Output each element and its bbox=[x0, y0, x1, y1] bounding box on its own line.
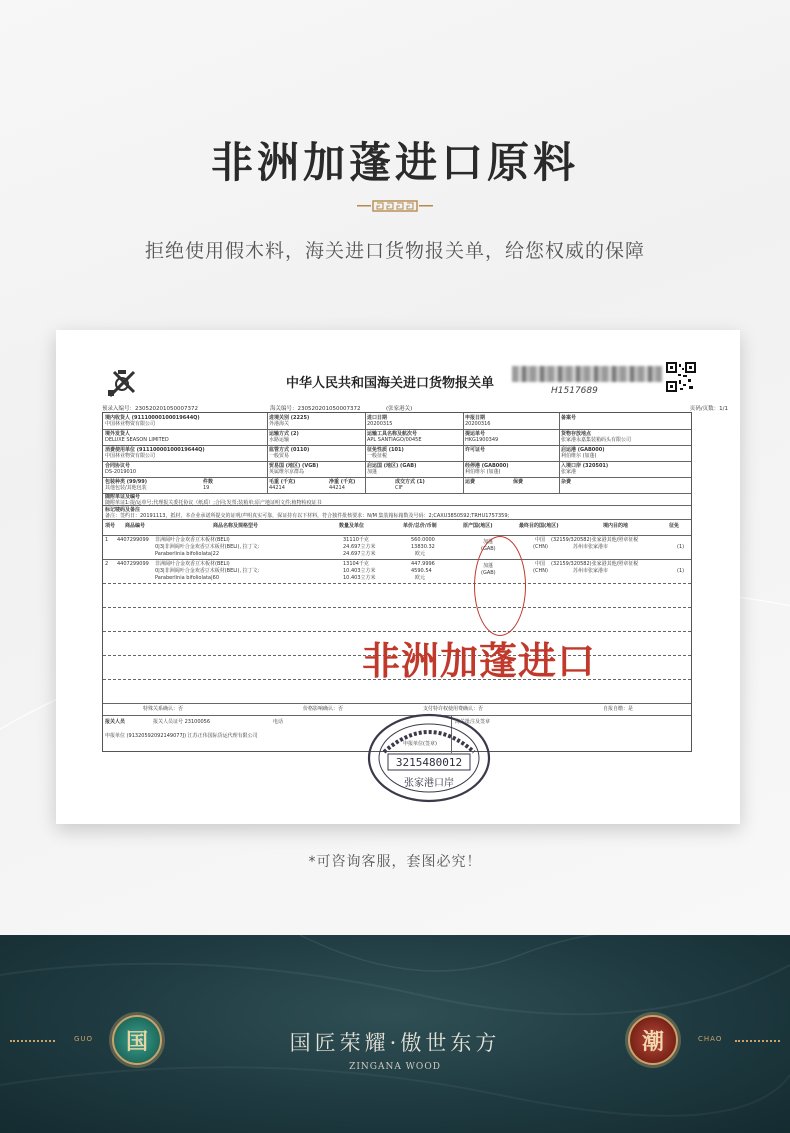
field-label: 许可证号 bbox=[465, 447, 486, 453]
seal-chao-icon bbox=[628, 1015, 678, 1065]
side-tag-left: GUO bbox=[74, 1035, 94, 1043]
item-header: 项号 bbox=[105, 523, 116, 529]
item-name: 非洲阔叶合金欢香豆木板材(BELI) bbox=[155, 561, 230, 567]
item-tax: (1) bbox=[677, 568, 685, 574]
field-label: 监管方式 (0110) bbox=[269, 447, 310, 453]
price-effect: 价格影响确认：否 bbox=[303, 706, 344, 712]
field-value: 中国林业物资有限公司 bbox=[105, 453, 156, 459]
field-label: 境内收货人 (91110000100019644Q) bbox=[105, 415, 200, 421]
item-qty: 10.403立方米 bbox=[343, 575, 376, 581]
self-report: 自报自缴：是 bbox=[603, 706, 634, 712]
item-domestic: 苏州市张家港市 bbox=[573, 544, 609, 550]
item-header: 征免 bbox=[669, 523, 680, 529]
caption: *可咨询客服，套图必究！ bbox=[308, 854, 482, 870]
qr-code-icon bbox=[666, 362, 696, 392]
document-title: 中华人民共和国海关进口货物报关单 bbox=[286, 376, 495, 391]
seal-right-char: 潮 bbox=[641, 1028, 664, 1055]
field-label: 启运国 (地区) (GAB) bbox=[367, 463, 417, 469]
field-label: 净重 (千克) bbox=[329, 479, 356, 485]
field-label: 进口日期 bbox=[367, 415, 388, 421]
item-spec: 0|3|非洲阔叶合金欢香豆木板材(BELI), 拉丁文: bbox=[155, 568, 260, 574]
field-label: 成交方式 (1) bbox=[395, 479, 425, 485]
side-tag-right: CHAO bbox=[698, 1035, 723, 1043]
field-value: 19 bbox=[203, 485, 210, 491]
field-value: HKG1900349 bbox=[465, 437, 499, 443]
item-spec: 0|3|非洲阔叶合金欢香豆木板材(BELI), 拉丁文: bbox=[155, 544, 260, 550]
ornament-divider-icon bbox=[357, 200, 433, 212]
item-name: 非洲阔叶合金欢香豆木板材(BELI) bbox=[155, 537, 230, 543]
field-label: 经停港 (GAB000) bbox=[465, 463, 509, 469]
field-value: DS-2019010 bbox=[105, 469, 137, 475]
field-label: 件数 bbox=[203, 479, 214, 485]
stamp-number: 3215480012 bbox=[395, 756, 463, 769]
page-title: 非洲加蓬进口原料 bbox=[210, 138, 579, 187]
pre-entry-number: 预录入编号：230520201050007372 bbox=[102, 406, 198, 412]
item-code: 4407299099 bbox=[117, 537, 149, 543]
field-label: 货物存放地点 bbox=[561, 431, 592, 437]
item-header: 原产国(地区) bbox=[463, 523, 493, 529]
field-label: 运输方式 (2) bbox=[269, 431, 299, 437]
item-no: 2 bbox=[105, 561, 109, 567]
item-dest-code: (CHN) bbox=[533, 568, 548, 574]
field-label: 申报日期 bbox=[465, 415, 486, 421]
marks-label: 标记唛码及备注 bbox=[105, 507, 141, 513]
field-label: 毛重 (千克) bbox=[269, 479, 296, 485]
item-header: 单价/总价/币制 bbox=[403, 523, 437, 529]
stamp-place: 张家港口岸 bbox=[404, 778, 454, 789]
customs-note: 海关批注及签章 bbox=[455, 719, 491, 725]
item-spec: Paraberlinia bifoliolata|60 bbox=[155, 575, 220, 581]
item-origin-code: (GAB) bbox=[481, 570, 496, 576]
field-value: 一般贸易 bbox=[269, 453, 290, 459]
item-qty: 31110千克 bbox=[343, 537, 369, 543]
seal-left-char: 国 bbox=[125, 1028, 148, 1055]
declarant-label: 报关人员 bbox=[105, 719, 126, 725]
customs-office: (张家港关) bbox=[386, 406, 413, 412]
field-label: 保费 bbox=[513, 479, 524, 485]
field-value: 20200316 bbox=[465, 421, 491, 427]
field-label: 征免性质 (101) bbox=[367, 447, 404, 453]
item-header: 商品名称及规格型号 bbox=[213, 523, 259, 529]
item-spec: Paraberlinia bifoliolata|22 bbox=[155, 551, 220, 557]
item-dest: 中国 bbox=[535, 537, 546, 543]
field-value: 中国林业物资有限公司 bbox=[105, 421, 156, 427]
field-value: 张家港 bbox=[561, 469, 577, 475]
field-value: 水路运输 bbox=[269, 437, 290, 443]
field-label: 境外发货人 bbox=[105, 431, 131, 437]
item-origin-code: (GAB) bbox=[481, 546, 496, 552]
field-label: 贸易国 (地区) (VGB) bbox=[269, 463, 319, 469]
item-origin: 加蓬 bbox=[483, 539, 494, 545]
customs-stamp-icon bbox=[366, 712, 492, 804]
field-label: 包装种类 (99/99) bbox=[105, 479, 148, 485]
item-currency: 欧元 bbox=[415, 551, 426, 557]
field-label: 进境关别 (2225) bbox=[269, 415, 310, 421]
item-dest: 中国 bbox=[535, 561, 546, 567]
item-price: 447.9996 bbox=[411, 561, 435, 567]
redacted-barcode bbox=[512, 366, 662, 382]
item-total: 13830.32 bbox=[411, 544, 435, 550]
item-qty: 10.403立方米 bbox=[343, 568, 376, 574]
page-count: 页码/页数：1/1 bbox=[689, 406, 728, 412]
field-value: 张家港永嘉集装箱码头有限公司 bbox=[561, 437, 632, 443]
field-value: 英属维尔京群岛 bbox=[269, 469, 305, 475]
brand-name: ZINGANA WOOD bbox=[349, 1062, 441, 1072]
handwritten-note: H1517689 bbox=[551, 386, 598, 396]
field-value: 20200315 bbox=[367, 421, 393, 427]
customs-number: 海关编号：230520201050007372 bbox=[270, 406, 361, 412]
item-dest-code: (CHN) bbox=[533, 544, 548, 550]
item-currency: 欧元 bbox=[415, 575, 426, 581]
item-tax: (1) bbox=[677, 544, 685, 550]
field-label: 运输工具名称及航次号 bbox=[367, 431, 418, 437]
customs-emblem-icon bbox=[104, 366, 140, 402]
item-no: 1 bbox=[105, 537, 109, 543]
declare-unit: 申报单位 (91320592092149077J) 江苏正伟国际货运代理有限公司 bbox=[105, 733, 258, 739]
item-price: 560.0000 bbox=[411, 537, 435, 543]
declaration-form-grid bbox=[102, 412, 692, 752]
field-value: 其他包装/其他包装 bbox=[105, 485, 147, 491]
phone-label: 电话 bbox=[273, 719, 284, 725]
item-qty: 13104千克 bbox=[343, 561, 369, 567]
item-domestic: (32159/320582)张家港其他/照章征税 bbox=[551, 537, 639, 543]
item-qty: 24.697立方米 bbox=[343, 551, 376, 557]
field-value: APL SANTIAGO/0045E bbox=[367, 437, 422, 443]
field-label: 合同协议号 bbox=[105, 463, 131, 469]
field-value: 利伯维尔 (加蓬) bbox=[465, 469, 501, 475]
special-relation: 特殊关系确认：否 bbox=[143, 706, 184, 712]
seal-label: 申报单位(签章) bbox=[403, 741, 437, 747]
field-value: CIF bbox=[395, 485, 403, 491]
field-label: 备案号 bbox=[561, 415, 577, 421]
field-value: 利伯维尔 (加蓬) bbox=[561, 453, 597, 459]
item-qty: 24.697立方米 bbox=[343, 544, 376, 550]
field-value: 加蓬 bbox=[367, 469, 378, 475]
overlay-text: 非洲加蓬进口 bbox=[362, 638, 597, 683]
field-label: 消费使用单位 (91110000100019644Q) bbox=[105, 447, 205, 453]
field-label: 提运单号 bbox=[465, 431, 486, 437]
declarant-cert: 报关人员证号 23100056 bbox=[153, 719, 211, 725]
item-domestic: (32159/320582)张家港其他/照章征税 bbox=[551, 561, 639, 567]
item-domestic: 苏州市张家港市 bbox=[573, 568, 609, 574]
item-code: 4407299099 bbox=[117, 561, 149, 567]
royalty: 支付特许权使用费确认：否 bbox=[423, 706, 484, 712]
page-subtitle: 拒绝使用假木料，海关进口货物报关单，给您权威的保障 bbox=[144, 240, 645, 262]
item-header: 数量及单位 bbox=[339, 523, 365, 529]
highlight-circle bbox=[474, 536, 526, 636]
brand-slogan: 国匠荣耀·傲世东方 bbox=[289, 1031, 501, 1055]
item-header: 最终目的国(地区) bbox=[519, 523, 559, 529]
item-origin: 加蓬 bbox=[483, 563, 494, 569]
field-value: 44214 bbox=[329, 485, 345, 491]
field-value: 一般征税 bbox=[367, 453, 388, 459]
field-label: 入境口岸 (320501) bbox=[561, 463, 609, 469]
marks-value: 备注：签约日：20191113，抵材，本企业承诺所提交的证明/声明真实可靠，保证持有以下材料，符合独件批核要求：N/M 集装箱标箱数及号码：2;CAXU3850592;TRHU1757359; bbox=[105, 513, 510, 519]
item-total: 4590.54 bbox=[411, 568, 432, 574]
field-label: 启运港 (GAB000) bbox=[561, 447, 605, 453]
brand-banner bbox=[0, 935, 790, 1133]
field-label: 杂费 bbox=[561, 479, 572, 485]
item-header: 商品编号 bbox=[125, 523, 146, 529]
divider-dots bbox=[735, 1040, 780, 1042]
field-value: 44214 bbox=[269, 485, 285, 491]
customs-declaration-document bbox=[56, 330, 740, 824]
field-value: DELUXE SEASON LIMITED bbox=[105, 437, 169, 443]
field-label: 运费 bbox=[465, 479, 476, 485]
docs-attached-label: 随附单证及编号 bbox=[105, 494, 141, 500]
field-value: 外港海关 bbox=[269, 421, 290, 427]
item-header: 境内目的地 bbox=[603, 523, 629, 529]
docs-attached-value: 随附单证1:提/运单号;代理报关委托协议（纸质）;合同;发票;装箱单;原产地证明文件;植物检疫证书 bbox=[105, 500, 322, 506]
